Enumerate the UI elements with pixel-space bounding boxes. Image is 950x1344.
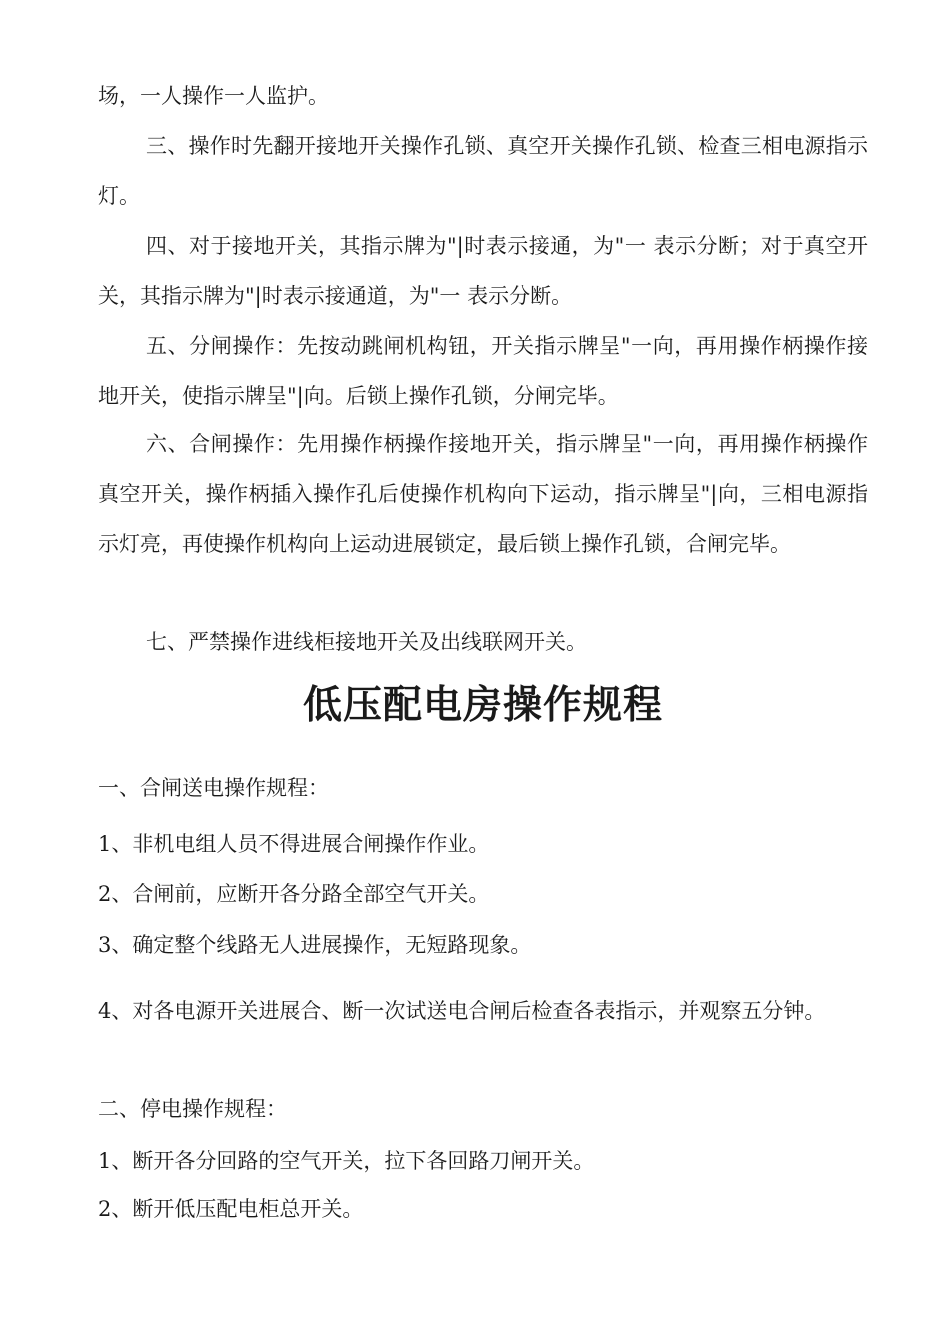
paragraph-step-5: 五、分闸操作：先按动跳闸机构钮，开关指示牌呈"一向，再用操作柄操作接地开关，使指示牌呈"|向。后锁上操作孔锁，分闸完毕。 <box>98 334 868 408</box>
paragraph-step-7: 七、严禁操作进线柜接地开关及出线联网开关。 <box>146 630 587 654</box>
heading-power-off: 二、停电操作规程： <box>98 1097 287 1121</box>
section-title: 低压配电房操作规程 <box>302 682 663 728</box>
list-item: 3、确定整个线路无人进展操作，无短路现象。 <box>98 933 532 957</box>
heading-power-on: 一、合闸送电操作规程： <box>98 776 329 800</box>
paragraph-continuation: 场，一人操作一人监护。 <box>98 84 329 108</box>
list-item: 1、断开各分回路的空气开关，拉下各回路刀闸开关。 <box>98 1149 595 1173</box>
list-item: 4、对各电源开关进展合、断一次试送电合闸后检查各表指示，并观察五分钟。 <box>98 999 826 1023</box>
paragraph-step-4: 四、对于接地开关，其指示牌为"|时表示接通，为"一 表示分断；对于真空开关，其指示牌为"|时表示接通道，为"一 表示分断。 <box>98 234 868 308</box>
list-item: 1、非机电组人员不得进展合闸操作作业。 <box>98 832 490 856</box>
list-item: 2、合闸前，应断开各分路全部空气开关。 <box>98 882 490 906</box>
paragraph-step-6: 六、合闸操作：先用操作柄操作接地开关，指示牌呈"一向，再用操作柄操作真空开关，操作柄插入操作孔后使操作机构向下运动，指示牌呈"|向，三相电源指示灯亮，再使操作机构向上运动进展锁定，最后锁上操作孔锁，合闸完毕。 <box>98 432 868 556</box>
paragraph-step-3: 三、操作时先翻开接地开关操作孔锁、真空开关操作孔锁、检查三相电源指示灯。 <box>98 134 868 208</box>
list-item: 2、断开低压配电柜总开关。 <box>98 1197 364 1221</box>
